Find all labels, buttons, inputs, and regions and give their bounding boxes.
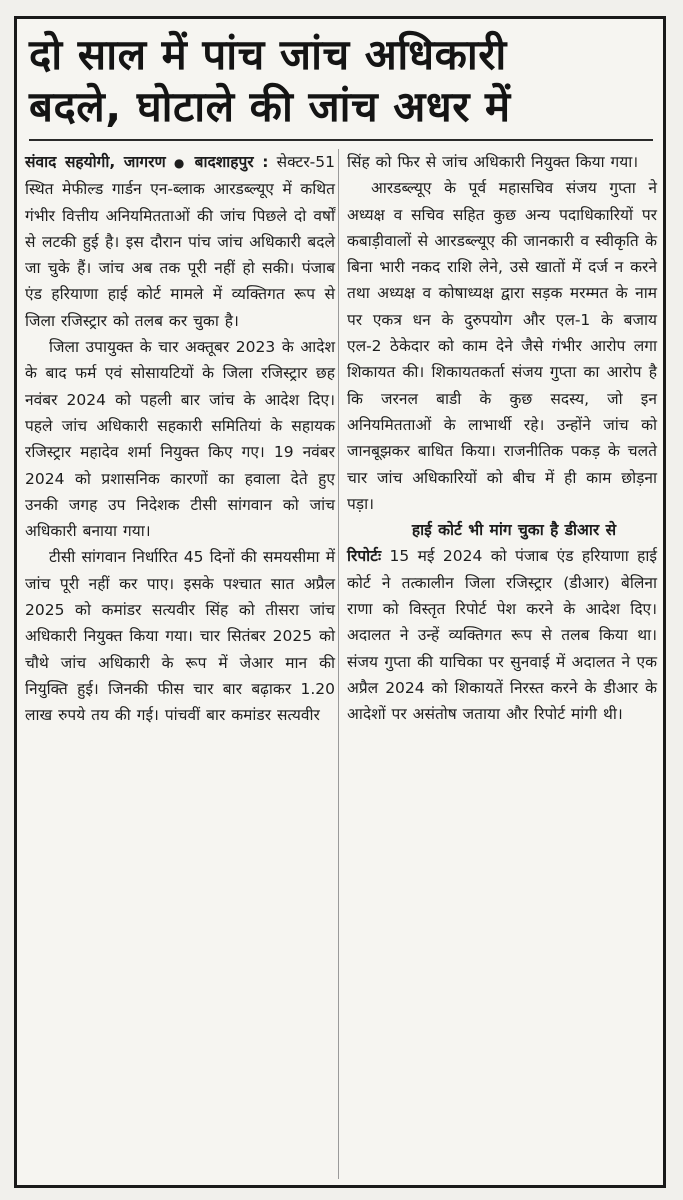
headline <box>29 29 653 133</box>
subheading-continued: रिपोर्टः <box>347 547 382 566</box>
paragraph: टीसी सांगवान निर्धारित 45 दिनों की समयसीमा में जांच पूरी नहीं कर पाए। इसके पश्चात सात अप्रैल 2025 को कमांडर सत्यवीर सिंह को तीसरा जांच अधिकारी नियुक्त किया गया। चार सितंबर 2025 को चौथे जांच अधिकारी के रूप में जेआर मान की नियुक्ति हुई। जिनकी फीस चार बार बढ़ाकर 1.20 लाख रुपये तय की गई। पांचवीं बार कमांडर सत्यवीर <box>25 548 335 725</box>
subheading-paragraph <box>347 543 657 727</box>
headline-line-1: दो साल में पांच जांच अधिकारी <box>29 30 507 79</box>
left-column <box>25 149 335 729</box>
paragraph-body: 15 मई 2024 को पंजाब एंड हरियाणा हाई कोर्ट ने तत्कालीन जिला रजिस्ट्रार (डीआर) बेलिना राणा को विस्तृत रिपोर्ट पेश करने के आदेश दिए। अदालत ने उन्हें व्यक्तिगत रूप से तलब किया था। संजय गुप्ता की याचिका पर सुनवाई में अदालत ने एक अप्रैल 2024 को शिकायतें निरस्त करने के डीआर के आदेशों पर असंतोष जताया और रिपोर्ट मांगी थी। <box>347 547 657 724</box>
byline-place: बादशाहपुर : <box>194 153 269 171</box>
column-divider <box>338 149 339 1179</box>
byline-bullet: ● <box>173 156 187 170</box>
byline-agency: संवाद सहयोगी, जागरण <box>25 153 166 171</box>
paragraph: आरडब्ल्यूए के पूर्व महासचिव संजय गुप्ता ने अध्यक्ष व सचिव सहित कुछ अन्य पदाधिकारियों पर कबाड़ीवालों से आरडब्ल्यूए की जानकारी व स्वीकृति के बिना भारी नकद राशि लेने, उसे खातों में दर्ज न करने तथा अध्यक्ष व कोषाध्यक्ष द्वारा सड़क मरम्मत के नाम पर एकत्र धन के दुरुपयोग और एल-1 के बजाय एल-2 ठेकेदार को काम देने जैसे गंभीर आरोप लगा शिकायत की। शिकायतकर्ता संजय गुप्ता का आरोप है कि जरनल बाडी के कुछ सदस्य, जो इन अनियमितताओं के लाभार्थी रहे। उन्होंने जांच को जानबूझकर बाधित किया। राजनीतिक पकड़ के चलते चार जांच अधिकारियों को बीच में ही काम छोड़ना पड़ा। <box>347 179 657 513</box>
right-column <box>347 149 657 728</box>
lead-body: सेक्टर-51 स्थित मेफील्ड गार्डन एन-ब्लाक आरडब्ल्यूए में कथित गंभीर वित्तीय अनियमितताओं की जांच पिछले दो वर्षों से लटकी हुई है। इस दौरान पांच जांच अधिकारी बदले जा चुके हैं। जांच अब तक पूरी नहीं हो सकी। पंजाब एंड हरियाणा हाई कोर्ट मामले में व्यक्तिगत रूप से जिला रजिस्ट्रार को तलब कर चुका है। <box>25 153 335 330</box>
headline-line-2: बदले, घोटाले की जांच अधर में <box>29 82 511 131</box>
paragraph: जिला उपायुक्त के चार अक्तूबर 2023 के आदेश के बाद फर्म एवं सोसायटियों के जिला रजिस्ट्रार छह नवंबर 2024 को पहली बार जांच के आदेश दिए। पहले जांच अधिकारी सहकारी समितियां के सहायक रजिस्ट्रार महादेव शर्मा नियुक्त किए गए। 19 नवंबर 2024 को प्रशासनिक कारणों का हवाला देते हुए उनकी जगह उप निदेशक टीसी सांगवान को जांच अधिकारी बनाया गया। <box>25 338 335 541</box>
lead-paragraph <box>25 149 335 334</box>
headline-rule <box>29 139 653 141</box>
paragraph: सिंह को फिर से जांच अधिकारी नियुक्त किया गया। <box>347 153 639 171</box>
subheading: हाई कोर्ट भी मांग चुका है डीआर से <box>411 521 617 540</box>
news-clipping <box>14 16 666 1188</box>
